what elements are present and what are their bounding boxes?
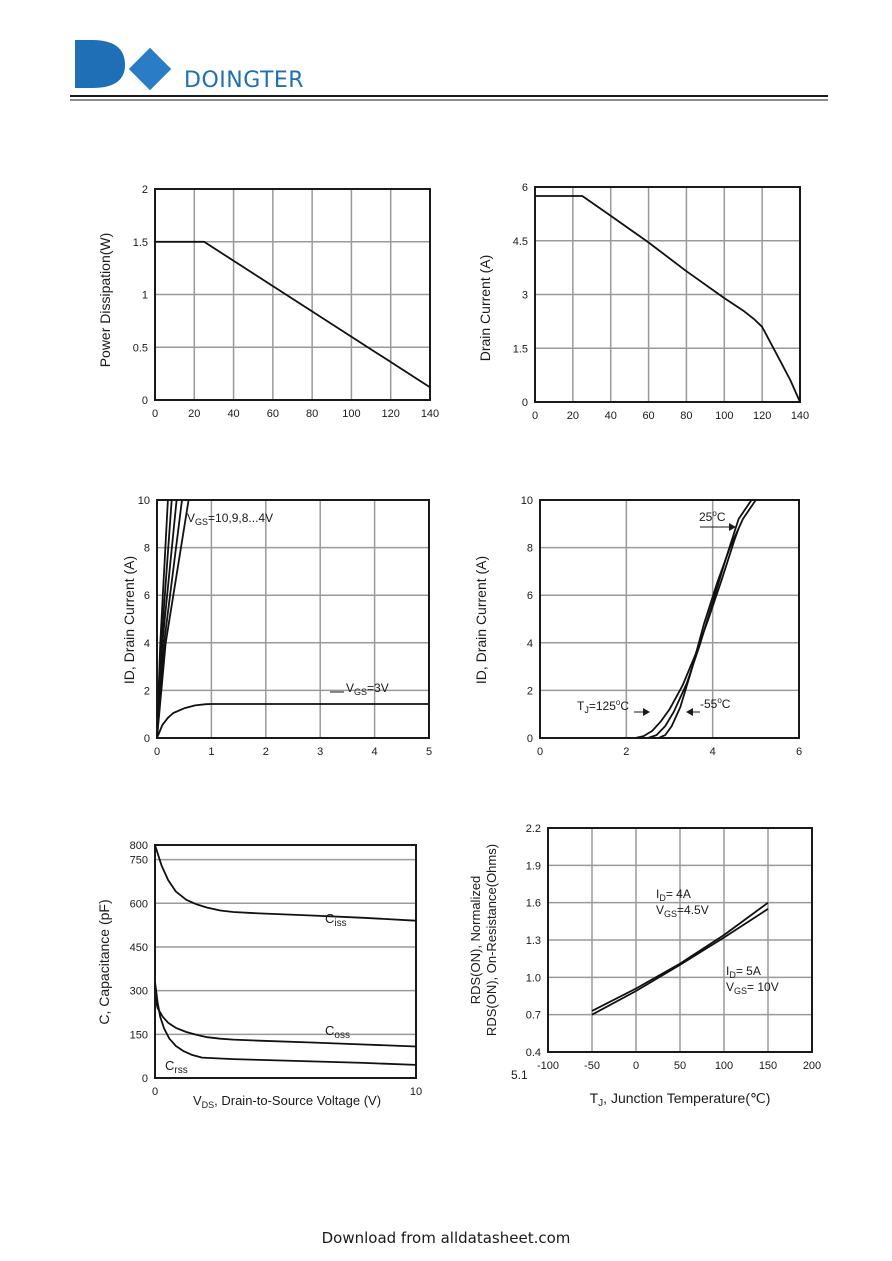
x-tick-label: 20	[188, 408, 201, 420]
y-tick-label: 0.5	[132, 342, 148, 355]
y-tick-label: 300	[129, 985, 148, 998]
x-tick-label: 80	[680, 410, 693, 422]
annotation-vgs-10-4: $V_{GS}=10,9,8...4V$	[187, 511, 274, 527]
annotation-id-5a: $I_D= 5A$	[726, 964, 761, 980]
y-tick-label: 8	[526, 542, 533, 555]
y-tick-label: 0	[141, 395, 148, 407]
x-tick-label: 120	[752, 410, 772, 422]
x-tick-label: 5	[425, 746, 433, 758]
annotation-vgs-4-5v: $V_{GS}=4.5V$	[656, 903, 709, 919]
annotation-minus55c: -55$^o$C	[700, 696, 731, 711]
y-axis-label: C, Capacitance (pF)	[96, 899, 112, 1025]
y-tick-label: 1.5	[512, 343, 528, 356]
y-tick-label: 1.0	[525, 972, 541, 985]
x-tick-label: -50	[584, 1060, 600, 1072]
x-tick-label: 140	[420, 408, 440, 420]
annotation-coss: $C_{oss}$	[325, 1023, 350, 1041]
y-tick-label: 4	[526, 637, 533, 650]
y-tick-label: 1	[141, 289, 148, 302]
y-tick-label: 2.2	[525, 823, 541, 835]
x-tick-label: 4	[371, 746, 378, 758]
annotation-vgs-10v: $V_{GS}= 10V$	[726, 980, 779, 996]
y-tick-label: 1.6	[525, 897, 541, 910]
y-tick-label: 1.3	[525, 935, 541, 947]
x-tick-label: 0	[153, 746, 161, 758]
corner-label: 5.1	[511, 1068, 528, 1082]
y-tick-label: 750	[129, 854, 148, 867]
y-tick-label: 0	[143, 733, 150, 745]
x-tick-label: 4	[709, 746, 716, 758]
y-tick-label: 6	[521, 182, 528, 194]
y-tick-label: 150	[129, 1029, 148, 1042]
y-tick-label: 2	[141, 184, 148, 196]
x-tick-label: 100	[714, 1060, 734, 1072]
x-tick-label: 140	[790, 410, 810, 422]
y-tick-label: 1.9	[525, 860, 541, 873]
annotation-vgs-3: $V_{GS}=3V$	[346, 681, 389, 697]
x-tick-label: 1	[208, 746, 215, 758]
y-tick-label: 0	[141, 1073, 148, 1085]
x-tick-label: -100	[536, 1060, 560, 1072]
y-tick-label: 2	[143, 685, 150, 698]
y-axis-label: ID, Drain Current (A)	[473, 555, 489, 685]
y-axis-label: Drain Current (A)	[477, 254, 493, 362]
x-tick-label: 50	[673, 1060, 687, 1072]
annotation-id-4a: $I_D= 4A$	[656, 887, 691, 903]
x-tick-label: 3	[317, 746, 324, 758]
annotation-crss: $C_{rss}$	[165, 1058, 188, 1076]
y-tick-label: 0	[526, 733, 533, 745]
y-axis-label-line1: RDS(ON), Normalized	[468, 875, 483, 1005]
x-tick-label: 60	[266, 408, 279, 420]
y-tick-label: 450	[129, 941, 148, 954]
x-tick-label: 2	[262, 746, 269, 758]
x-axis-label: $V_{DS}$, Drain-to-Source Voltage (V)	[192, 1093, 382, 1110]
annotation-ciss: $C_{iss}$	[325, 911, 347, 929]
y-axis-label: Power Dissipation(W)	[97, 232, 113, 368]
x-tick-label: 0	[151, 1086, 159, 1098]
y-tick-label: 4	[143, 637, 150, 650]
y-tick-label: 3	[521, 289, 528, 302]
x-tick-label: 0	[531, 410, 539, 422]
y-tick-label: 800	[129, 840, 148, 852]
y-tick-label: 1.5	[132, 236, 148, 249]
x-tick-label: 6	[795, 746, 803, 758]
x-tick-label: 100	[715, 410, 734, 422]
annotation-25c: 25$^o$C	[699, 509, 726, 524]
x-tick-label: 100	[342, 408, 361, 420]
y-tick-label: 6	[526, 590, 533, 603]
y-tick-label: 0	[521, 397, 528, 409]
x-tick-label: 60	[642, 410, 655, 422]
y-axis-label: ID, Drain Current (A)	[121, 555, 137, 685]
x-tick-label: 80	[306, 408, 319, 420]
x-tick-label: 150	[758, 1060, 778, 1072]
x-tick-label: 0	[151, 408, 159, 420]
y-tick-label: 0.7	[525, 1009, 541, 1022]
x-tick-label: 20	[566, 410, 579, 422]
x-tick-label: 2	[623, 746, 630, 758]
y-tick-label: 0.4	[525, 1047, 541, 1059]
y-tick-label: 10	[137, 495, 150, 507]
x-tick-label: 120	[381, 408, 400, 420]
x-tick-label: 0	[536, 746, 544, 758]
y-tick-label: 600	[129, 898, 148, 911]
x-tick-label: 200	[802, 1060, 822, 1072]
x-tick-label: 40	[604, 410, 617, 422]
x-tick-label: 40	[227, 408, 240, 420]
x-tick-label: 10	[409, 1086, 423, 1098]
y-tick-label: 6	[143, 590, 150, 603]
brand-name: DOINGTER	[184, 68, 305, 93]
y-tick-label: 8	[143, 542, 150, 555]
annotation-tj-125c: $T_J=125^oC$	[577, 698, 629, 715]
y-axis-label-line2: RDS(ON), On-Resistance(Ohms)	[484, 843, 499, 1037]
x-tick-label: 0	[632, 1060, 640, 1072]
footer-download-text: Download from alldatasheet.com	[321, 1229, 571, 1247]
y-tick-label: 10	[520, 495, 533, 507]
y-tick-label: 2	[526, 685, 533, 698]
x-axis-label: $T_J$, Junction Temperature(℃)	[589, 1090, 771, 1109]
y-tick-label: 4.5	[512, 235, 528, 248]
